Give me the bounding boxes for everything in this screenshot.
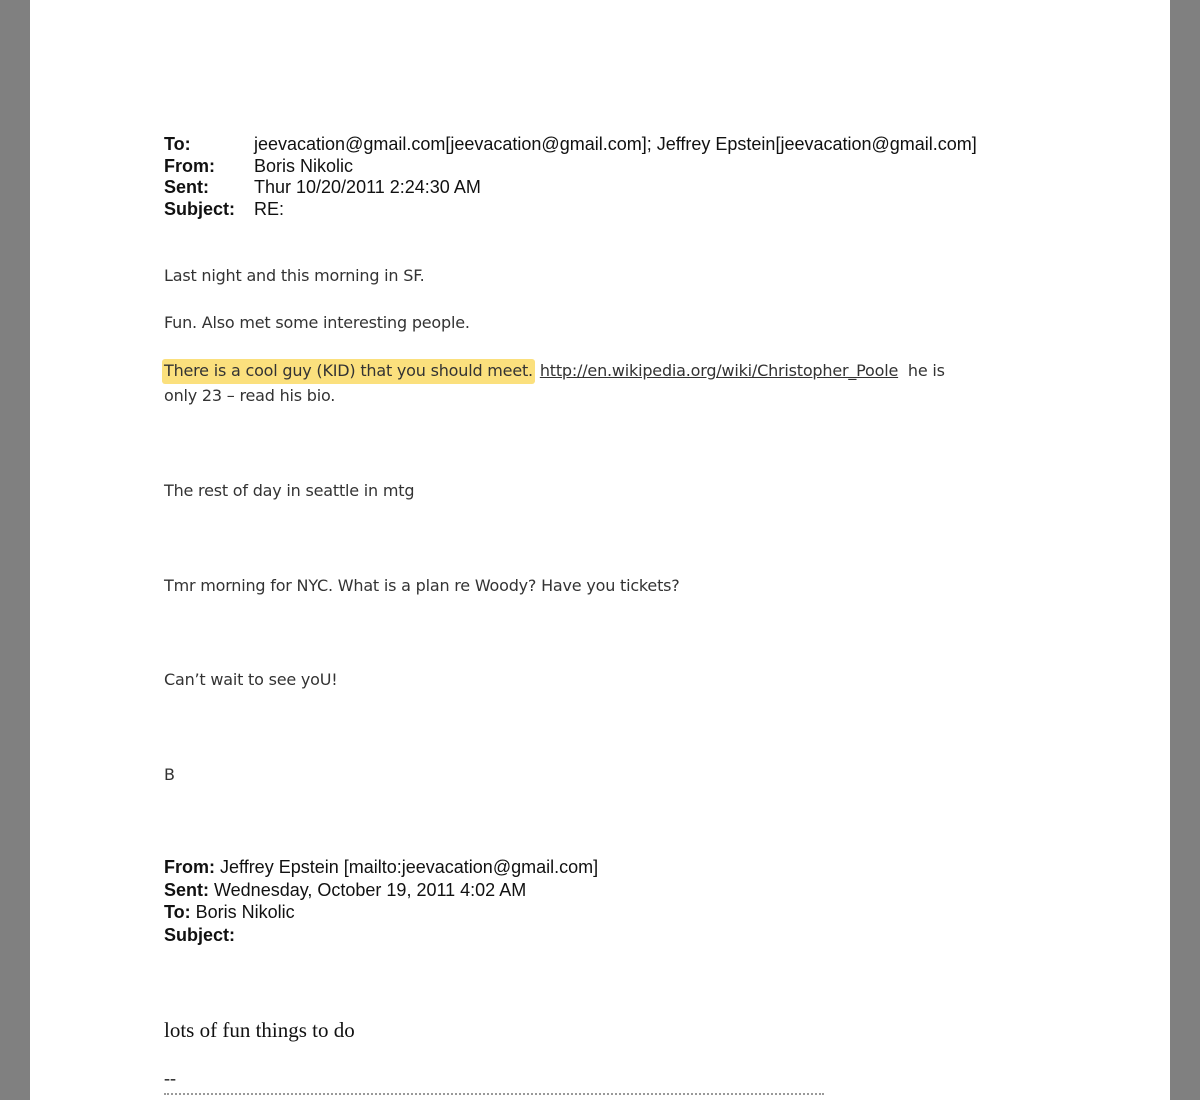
body-line-6: Tmr morning for NYC. What is a plan re Woody? Have you tickets? (164, 576, 680, 595)
body-line-7: Can’t wait to see yoU! (164, 670, 338, 689)
body-line-3-tail: he is (898, 361, 945, 380)
quoted-body: lots of fun things to do (164, 1018, 355, 1042)
to-label: To: (164, 134, 191, 154)
quoted-sent-label: Sent: (164, 879, 209, 900)
body-line-4: only 23 – read his bio. (164, 386, 336, 405)
highlighted-text: There is a cool guy (KID) that you should meet. (162, 359, 535, 384)
body-line-1: Last night and this morning in SF. (164, 266, 425, 285)
header-subject-row (164, 199, 977, 221)
quoted-sent-value: Wednesday, October 19, 2011 4:02 AM (209, 879, 527, 900)
body-line-3 (164, 361, 945, 380)
quoted-signature: -- (164, 1068, 176, 1088)
quoted-subject-row (164, 924, 598, 947)
body-line-5: The rest of day in seattle in mtg (164, 481, 415, 500)
quoted-to-label: To: (164, 902, 191, 922)
sent-label: Sent: (164, 177, 209, 197)
quoted-from-row (164, 856, 598, 879)
header-to-row (164, 134, 977, 156)
subject-label: Subject: (164, 198, 236, 219)
document-page (30, 0, 1170, 1100)
quoted-from-value: Jeffrey Epstein [mailto:jeevacation@gmail.com] (215, 857, 599, 877)
from-label: From: (164, 155, 215, 176)
to-value: jeevacation@gmail.com[jeevacation@gmail.com]; Jeffrey Epstein[jeevacation@gmail.com] (254, 134, 977, 154)
quoted-sent-row (164, 879, 598, 902)
body-signoff: B (164, 765, 175, 784)
body-line-2: Fun. Also met some interesting people. (164, 313, 470, 332)
signature-divider (164, 1093, 824, 1095)
from-value: Boris Nikolic (254, 155, 354, 176)
sent-value: Thur 10/20/2011 2:24:30 AM (254, 177, 481, 197)
quoted-to-row (164, 901, 598, 924)
quoted-from-label: From: (164, 857, 215, 877)
quoted-subject-label: Subject: (164, 924, 236, 945)
subject-value: RE: (254, 198, 285, 219)
quoted-header (164, 856, 598, 946)
email-header (164, 134, 977, 220)
header-sent-row (164, 177, 977, 199)
wikipedia-link[interactable]: http://en.wikipedia.org/wiki/Christopher_Poole (539, 361, 899, 380)
quoted-to-value: Boris Nikolic (190, 902, 295, 922)
header-from-row (164, 156, 977, 178)
